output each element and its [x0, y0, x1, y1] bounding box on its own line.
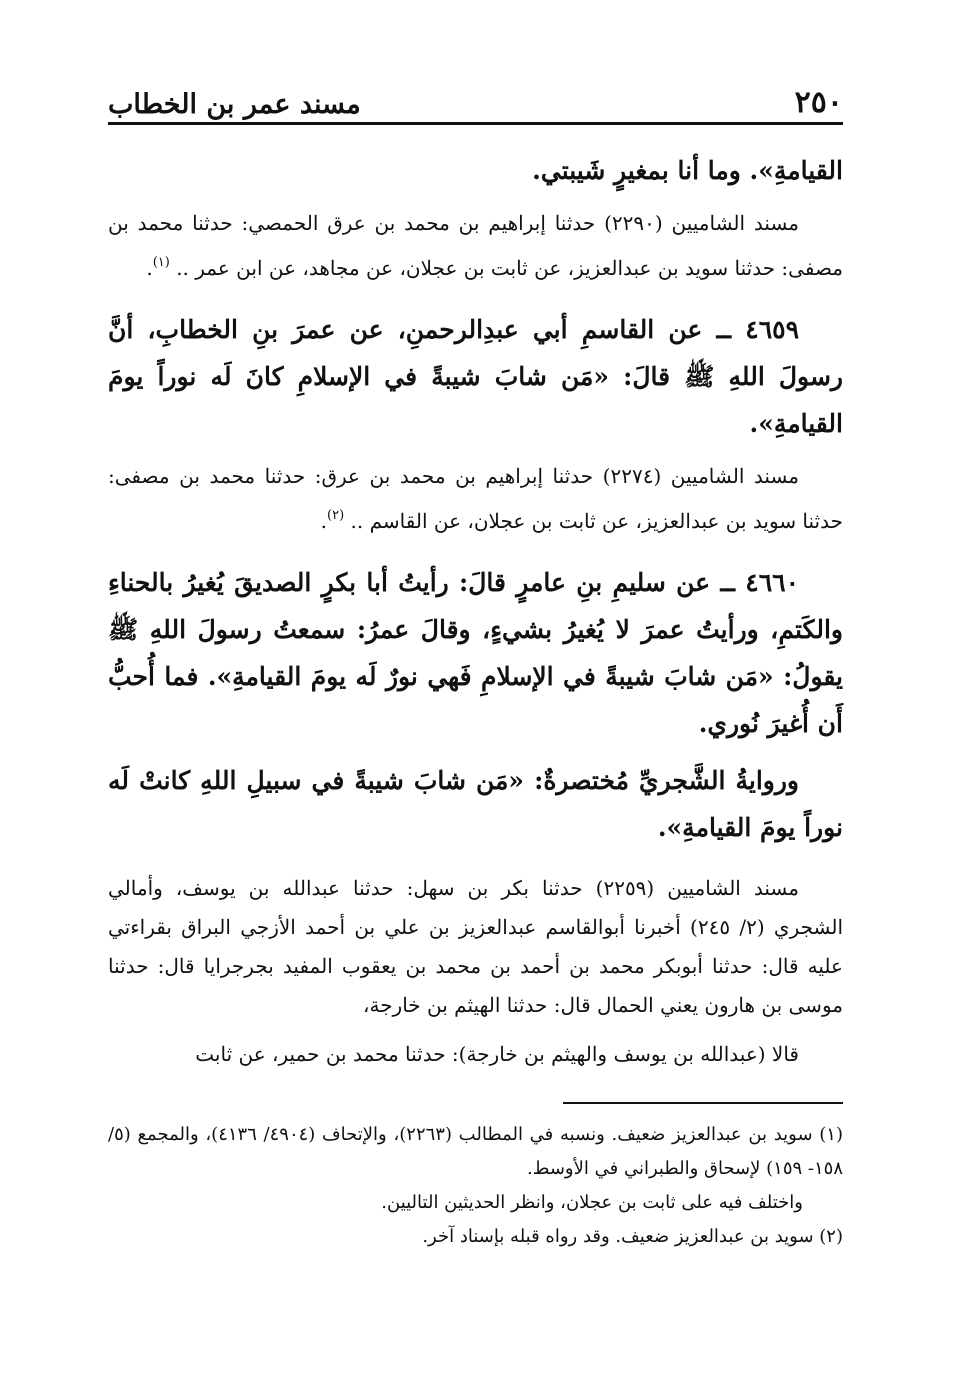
footnote-2: (٢) سويد بن عبدالعزيز ضعيف. وقد رواه قبله بإسناد آخر.	[422, 1226, 843, 1247]
page-number: ٢٥٠	[794, 85, 843, 120]
source-note: مسند الشاميين (٢٢٥٩) حدثنا بكر بن سهل: حدثنا عبدالله بن يوسف، وأمالي الشجري (٢/ ٢٤٥) أخبرنا أبوالقاسم عبدالعزيز بن علي بن أحمد الأزجي البراق بقراءتي عليه قال: حدثنا أبوبكر محمد بن أحمد بن محمد بن يعقوب المفيد بجرجرايا قال: حدثنا موسى بن هارون يعني الحمال قال: حدثنا الهيثم بن خارجة،	[108, 876, 844, 1017]
footnote-divider	[563, 1102, 843, 1104]
footnote-1-continuation: واختلف فيه على ثابت بن عجلان، وانظر الحديثين التاليين.	[381, 1192, 803, 1213]
hadith-continuation: القيامةِ». وما أنا بمغيرٍ شَيبتي.	[532, 156, 843, 185]
source-note-text: مسند الشاميين (٢٢٧٤) حدثنا إبراهيم بن محمد بن عرق: حدثنا محمد بن مصفى: حدثنا سويد بن عبدالعزيز، عن ثابت بن عجلان، عن القاسم ..	[108, 464, 843, 533]
source-note: مسند الشاميين (٢٢٩٠) حدثنا إبراهيم بن محمد بن عرق الحمصي: حدثنا محمد بن مصفى: حدثنا سويد بن عبدالعزيز، عن ثابت بن عجلان، عن مجاهد، عن ابن عمر .. $^{(١)}$.	[108, 211, 843, 280]
running-title: مسند عمر بن الخطاب	[108, 89, 361, 120]
hadith-4660: ٤٦٦٠ ــ عن سليمِ بنِ عامرٍ قالَ: رأيتُ أبا بكرٍ الصديقَ يُغيرُ بالحناءِ والكَتمِ، ورأيتُ عمرَ لا يُغيرُ بشيءٍ، وقالَ عمرُ: سمعتُ رسولَ اللهِ ﷺ يقولُ: «مَن شابَ شيبةً في الإسلامِ فَهي نورٌ لَه يومَ القيامةِ». فما أُحبُّ أَن أُغيرَ نُوري.	[108, 568, 843, 738]
footnote-1: (١) سويد بن عبدالعزيز ضعيف. ونسبه في المطالب (٢٢٦٣)، والإتحاف (٤٩٠٤/ ٤١٣٦)، والمجمع (٥/ ١٥٨- ١٥٩) لإسحاق والطبراني في الأوسط.	[108, 1124, 843, 1179]
footnote-ref-2[interactable]: (٢)	[327, 508, 345, 523]
source-note-text: مسند الشاميين (٢٢٩٠) حدثنا إبراهيم بن محمد بن عرق الحمصي: حدثنا محمد بن مصفى: حدثنا سويد بن عبدالعزيز، عن ثابت بن عجلان، عن مجاهد، عن ابن عمر ..	[108, 211, 843, 280]
page-header	[108, 78, 843, 125]
hadith-4659: ٤٦٥٩ ــ عن القاسمِ أبي عبدِالرحمنِ، عن عمرَ بنِ الخطابِ، أنَّ رسولَ اللهِ ﷺ قالَ: «مَن شابَ شيبةً في الإسلامِ كانَ لَه نوراً يومَ القيامةِ».	[108, 315, 843, 438]
narration-note: وروايةُ الشَّجريِّ مُختصرةٌ: «مَن شابَ شيبةً في سبيلِ اللهِ كانتْ لَه نوراً يومَ القيامةِ».	[108, 766, 843, 842]
main-text	[108, 147, 843, 1074]
source-note: مسند الشاميين (٢٢٧٤) حدثنا إبراهيم بن محمد بن عرق: حدثنا محمد بن مصفى: حدثنا سويد بن عبدالعزيز، عن ثابت بن عجلان، عن القاسم .. $^{(٢)}$.	[108, 464, 843, 533]
footnote-ref-1[interactable]: (١)	[152, 255, 170, 270]
source-note: قالا (عبدالله بن يوسف والهيثم بن خارجة): حدثنا محمد بن حمير، عن ثابت	[195, 1042, 799, 1066]
footnotes	[108, 1118, 843, 1254]
